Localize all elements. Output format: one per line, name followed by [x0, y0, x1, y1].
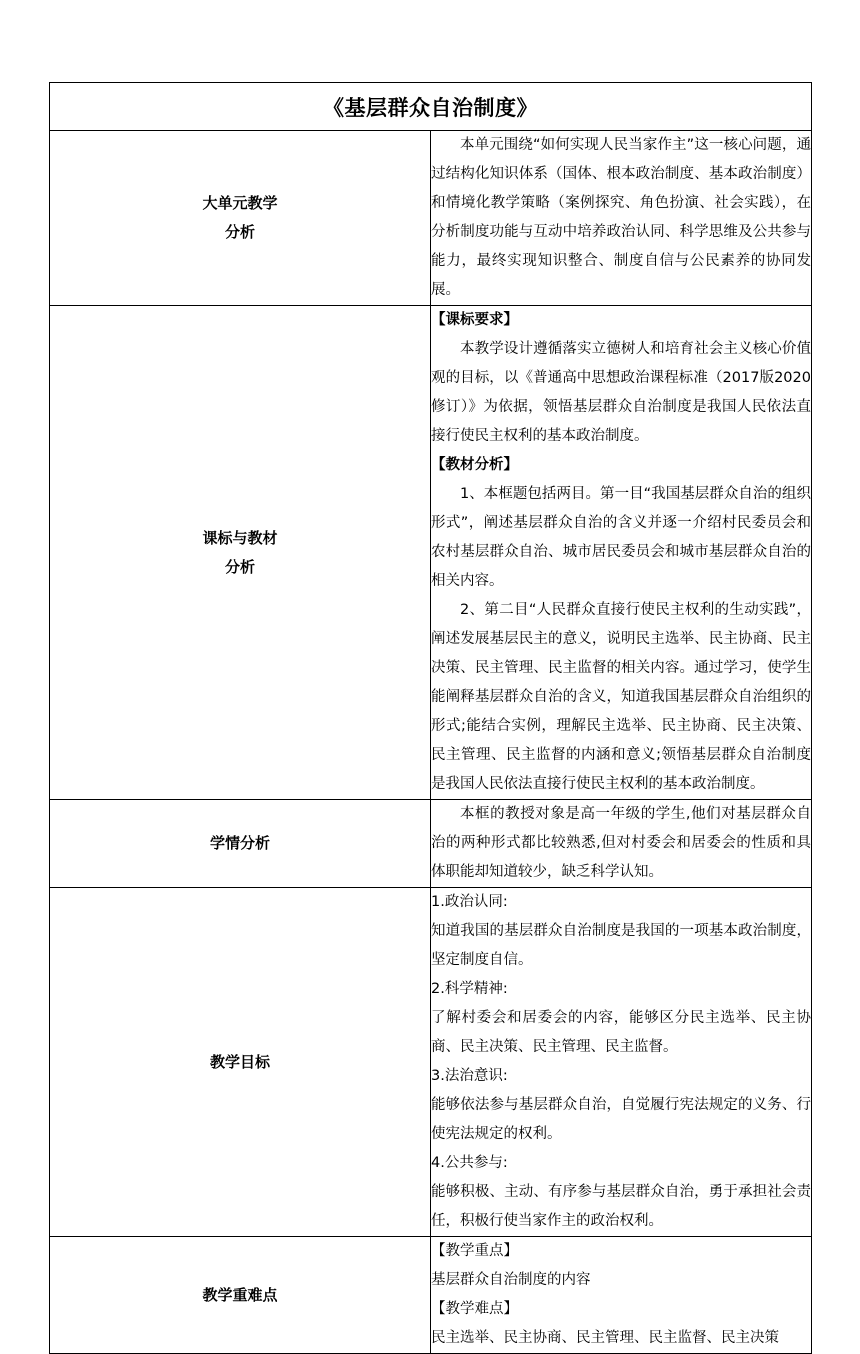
- objectives-row: [50, 888, 812, 1237]
- key-point-text: 基层群众自治制度的内容: [431, 1272, 591, 1288]
- curriculum-label-line2: 分析: [224, 557, 255, 576]
- title-row: [50, 83, 812, 131]
- learner-label: 学情分析: [50, 800, 431, 888]
- key-point-heading: 【教学重点】: [431, 1243, 518, 1259]
- key-points-content: [431, 1237, 812, 1354]
- document-title: 《基层群众自治制度》: [50, 83, 812, 131]
- objective-text: 知道我国的基层群众自治制度是我国的一项基本政治制度，坚定制度自信。: [431, 923, 811, 968]
- material-analysis-paragraph-1: 1、本框题包括两目。第一目“我国基层群众自治的组织形式”，阐述基层群众自治的含义并逐一介绍村民委员会和农村基层群众自治、城市居民委员会和城市基层群众自治的相关内容。: [431, 486, 811, 589]
- material-analysis-paragraph-2: 2、第二目“人民群众直接行使民主权利的生动实践”，阐述发展基层民主的意义，说明民主选举、民主协商、民主决策、民主管理、民主监督的相关内容。通过学习，使学生能阐释基层群众自治的含义，知道我国基层群众自治组织的形式;能结合实例，理解民主选举、民主协商、民主决策、民主管理、民主监督的内涵和意义;领悟基层群众自治制度是我国人民依法直接行使民主权利的基本政治制度。: [431, 602, 811, 792]
- standard-requirement-heading: 【课标要求】: [431, 312, 518, 328]
- objective-heading: 4.公共参与:: [431, 1155, 508, 1171]
- objective-heading: 1.政治认同:: [431, 894, 508, 910]
- key-points-label: 教学重难点: [50, 1237, 431, 1354]
- objectives-label: 教学目标: [50, 888, 431, 1237]
- unit-analysis-content: [431, 131, 812, 306]
- objective-text: 能够依法参与基层群众自治，自觉履行宪法规定的义务、行使宪法规定的权利。: [431, 1097, 811, 1142]
- objectives-content: [431, 888, 812, 1237]
- unit-analysis-row: [50, 131, 812, 306]
- unit-analysis-text: 本单元围绕“如何实现人民当家作主”这一核心问题，通过结构化知识体系（国体、根本政治制度、基本政治制度）和情境化教学策略（案例探究、角色扮演、社会实践），在分析制度功能与互动中培养政治认同、科学思维及公共参与能力，最终实现知识整合、制度自信与公民素养的协同发展。: [431, 137, 811, 298]
- unit-analysis-label-line2: 分析: [224, 223, 255, 241]
- objective-text: 了解村委会和居委会的内容，能够区分民主选举、民主协商、民主决策、民主管理、民主监督。: [431, 1010, 811, 1055]
- objective-text: 能够积极、主动、有序参与基层群众自治，勇于承担社会责任，积极行使当家作主的政治权利。: [431, 1184, 811, 1229]
- difficult-point-heading: 【教学难点】: [431, 1301, 518, 1317]
- learner-content: [431, 800, 812, 888]
- learner-text: 本框的教授对象是高一年级的学生,他们对基层群众自治的两种形式都比较熟悉,但对村委会和居委会的性质和具体职能却知道较少，缺乏科学认知。: [431, 806, 811, 880]
- curriculum-label: [50, 306, 431, 800]
- learner-row: [50, 800, 812, 888]
- standard-requirement-text: 本教学设计遵循落实立德树人和培育社会主义核心价值观的目标，以《普通高中思想政治课程标准（2017版2020修订）》为依据，领悟基层群众自治制度是我国人民依法直接行使民主权利的基本政治制度。: [431, 341, 811, 444]
- material-analysis-heading: 【教材分析】: [431, 457, 518, 473]
- unit-analysis-label-line1: 大单元教学: [202, 194, 278, 212]
- unit-analysis-label: [50, 131, 431, 306]
- lesson-plan-table: [49, 82, 812, 1354]
- curriculum-label-line1: 课标与教材: [202, 528, 278, 547]
- curriculum-row: [50, 306, 812, 800]
- difficult-point-text: 民主选举、民主协商、民主管理、民主监督、民主决策: [431, 1330, 779, 1346]
- curriculum-content: [431, 306, 812, 800]
- objective-heading: 3.法治意识:: [431, 1068, 508, 1084]
- key-points-row: [50, 1237, 812, 1354]
- objective-heading: 2.科学精神:: [431, 981, 508, 997]
